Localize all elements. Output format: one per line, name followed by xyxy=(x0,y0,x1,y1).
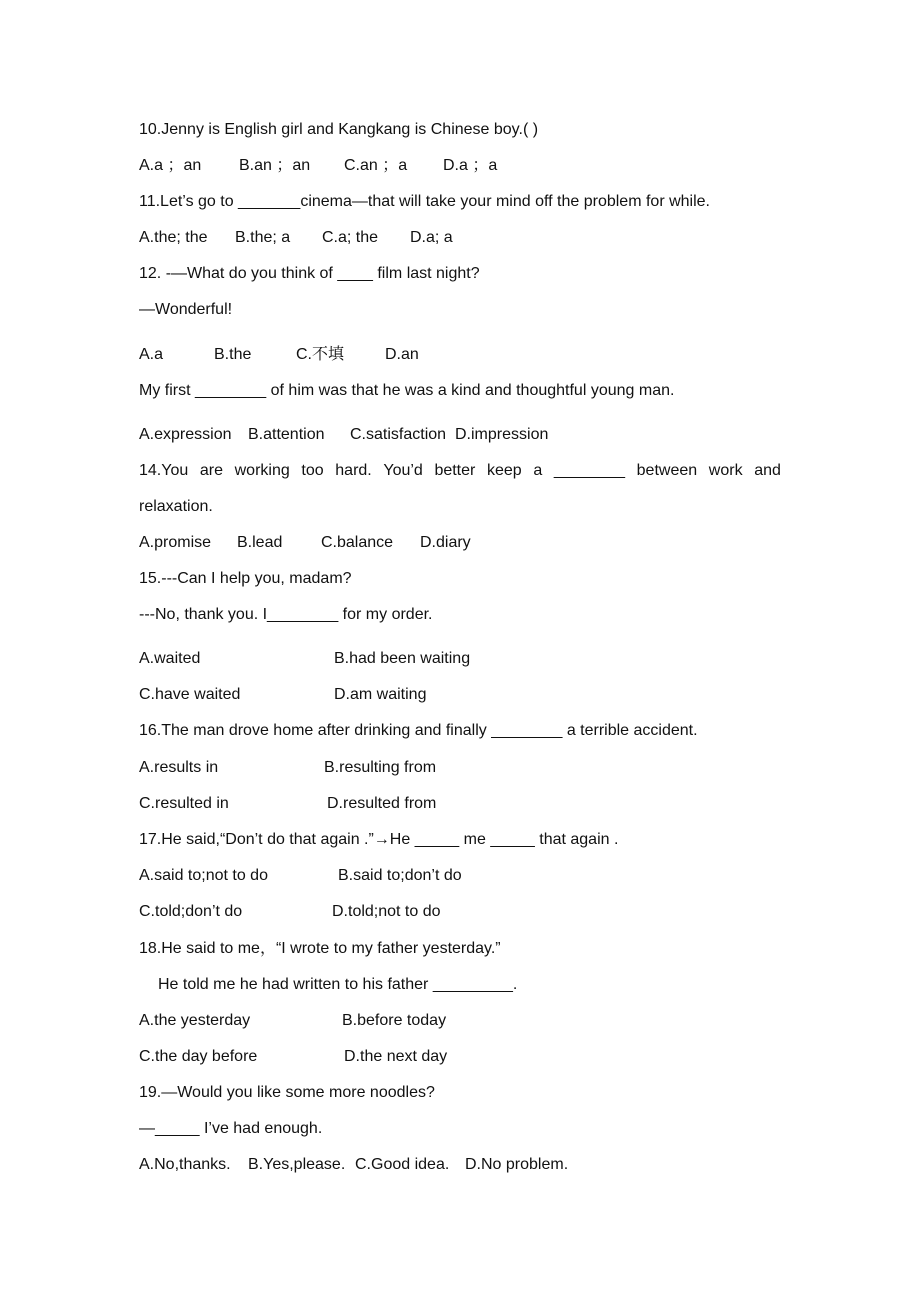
q14-word: are xyxy=(199,462,223,479)
q14-word: working xyxy=(234,462,290,479)
q16-option-d: D.resulted from xyxy=(327,795,437,812)
question-12-reply: —Wonderful! xyxy=(139,301,233,318)
q14-word: keep xyxy=(486,462,522,479)
question-17-stem: 17.He said,“Don’t do that again .”→He _____ me _____ that again . xyxy=(139,831,619,848)
q14-word: a xyxy=(533,462,543,479)
q14-word: and xyxy=(754,462,781,479)
q12-option-d: D.an xyxy=(385,346,419,363)
q18-option-c: C.the day before xyxy=(139,1048,258,1065)
q16-option-a: A.results in xyxy=(139,759,219,776)
q14-word: between xyxy=(636,462,698,479)
q15-option-c: C.have waited xyxy=(139,686,241,703)
q17-option-a: A.said to;not to do xyxy=(139,867,268,884)
q11-option-a: A.the; the xyxy=(139,229,208,246)
q10-option-c: C.an ；a xyxy=(344,157,408,174)
q14-option-a: A.promise xyxy=(139,534,212,551)
q13-option-d: D.impression xyxy=(455,426,549,443)
q17-option-d: D.told;not to do xyxy=(332,903,441,920)
question-15-reply: ---No, thank you. I________ for my order. xyxy=(139,606,433,623)
q14-option-c: C.balance xyxy=(321,534,394,551)
question-10-stem: 10.Jenny is English girl and Kangkang is Chinese boy.( ) xyxy=(139,121,539,138)
q13-option-a: A.expression xyxy=(139,426,232,443)
q16-option-b: B.resulting from xyxy=(324,759,437,776)
question-19-stem: 19.—Would you like some more noodles? xyxy=(139,1084,435,1101)
q12-option-c: C.不填 xyxy=(296,346,345,363)
q13-option-c: C.satisfaction xyxy=(350,426,447,443)
q10-option-b: B.an ；an xyxy=(239,157,311,174)
q12-option-b: B.the xyxy=(214,346,252,363)
q10-option-d: D.a ；a xyxy=(443,157,498,174)
question-16-stem: 16.The man drove home after drinking and finally ________ a terrible accident. xyxy=(139,722,698,739)
q15-option-b: B.had been waiting xyxy=(334,650,471,667)
question-14-stem xyxy=(139,461,781,481)
q19-option-a: A.No,thanks. xyxy=(139,1156,231,1173)
q18-option-a: A.the yesterday xyxy=(139,1012,251,1029)
q19-option-b: B.Yes,please. xyxy=(248,1156,346,1173)
q15-option-d: D.am waiting xyxy=(334,686,427,703)
q11-option-d: D.a; a xyxy=(410,229,453,246)
q14-blank: ________ xyxy=(553,462,626,479)
question-19-reply: —_____ I’ve had enough. xyxy=(139,1120,323,1137)
question-14-stem-continued: relaxation. xyxy=(139,498,213,515)
q17-option-b: B.said to;don’t do xyxy=(338,867,462,884)
q19-option-d: D.No problem. xyxy=(465,1156,569,1173)
q14-option-d: D.diary xyxy=(420,534,471,551)
q14-word: hard. xyxy=(335,462,372,479)
q19-option-c: C.Good idea. xyxy=(355,1156,450,1173)
q14-option-b: B.lead xyxy=(237,534,283,551)
question-12-stem: 12. -—What do you think of ____ film last night? xyxy=(139,265,480,282)
question-13-stem: My first ________ of him was that he was a kind and thoughtful young man. xyxy=(139,382,675,399)
q14-word: You’d xyxy=(383,462,423,479)
q13-option-b: B.attention xyxy=(248,426,325,443)
q17-option-c: C.told;don’t do xyxy=(139,903,243,920)
q14-word: work xyxy=(708,462,743,479)
q11-option-b: B.the; a xyxy=(235,229,291,246)
q18-option-d: D.the next day xyxy=(344,1048,448,1065)
q18-option-b: B.before today xyxy=(342,1012,447,1029)
q16-option-c: C.resulted in xyxy=(139,795,229,812)
q12-option-a: A.a xyxy=(139,346,164,363)
q14-word: 14.You xyxy=(139,462,189,479)
question-18-stem: 18.He said to me，“I wrote to my father yesterday.” xyxy=(139,940,501,957)
q15-option-a: A.waited xyxy=(139,650,201,667)
question-15-stem: 15.---Can I help you, madam? xyxy=(139,570,352,587)
q11-option-c: C.a; the xyxy=(322,229,379,246)
question-11-stem: 11.Let’s go to _______cinema—that will take your mind off the problem for while. xyxy=(139,193,710,210)
q14-word: too xyxy=(301,462,324,479)
question-18-line2: He told me he had written to his father _________. xyxy=(158,976,518,993)
q14-word: better xyxy=(434,462,476,479)
q10-option-a: A.a ；an xyxy=(139,157,202,174)
